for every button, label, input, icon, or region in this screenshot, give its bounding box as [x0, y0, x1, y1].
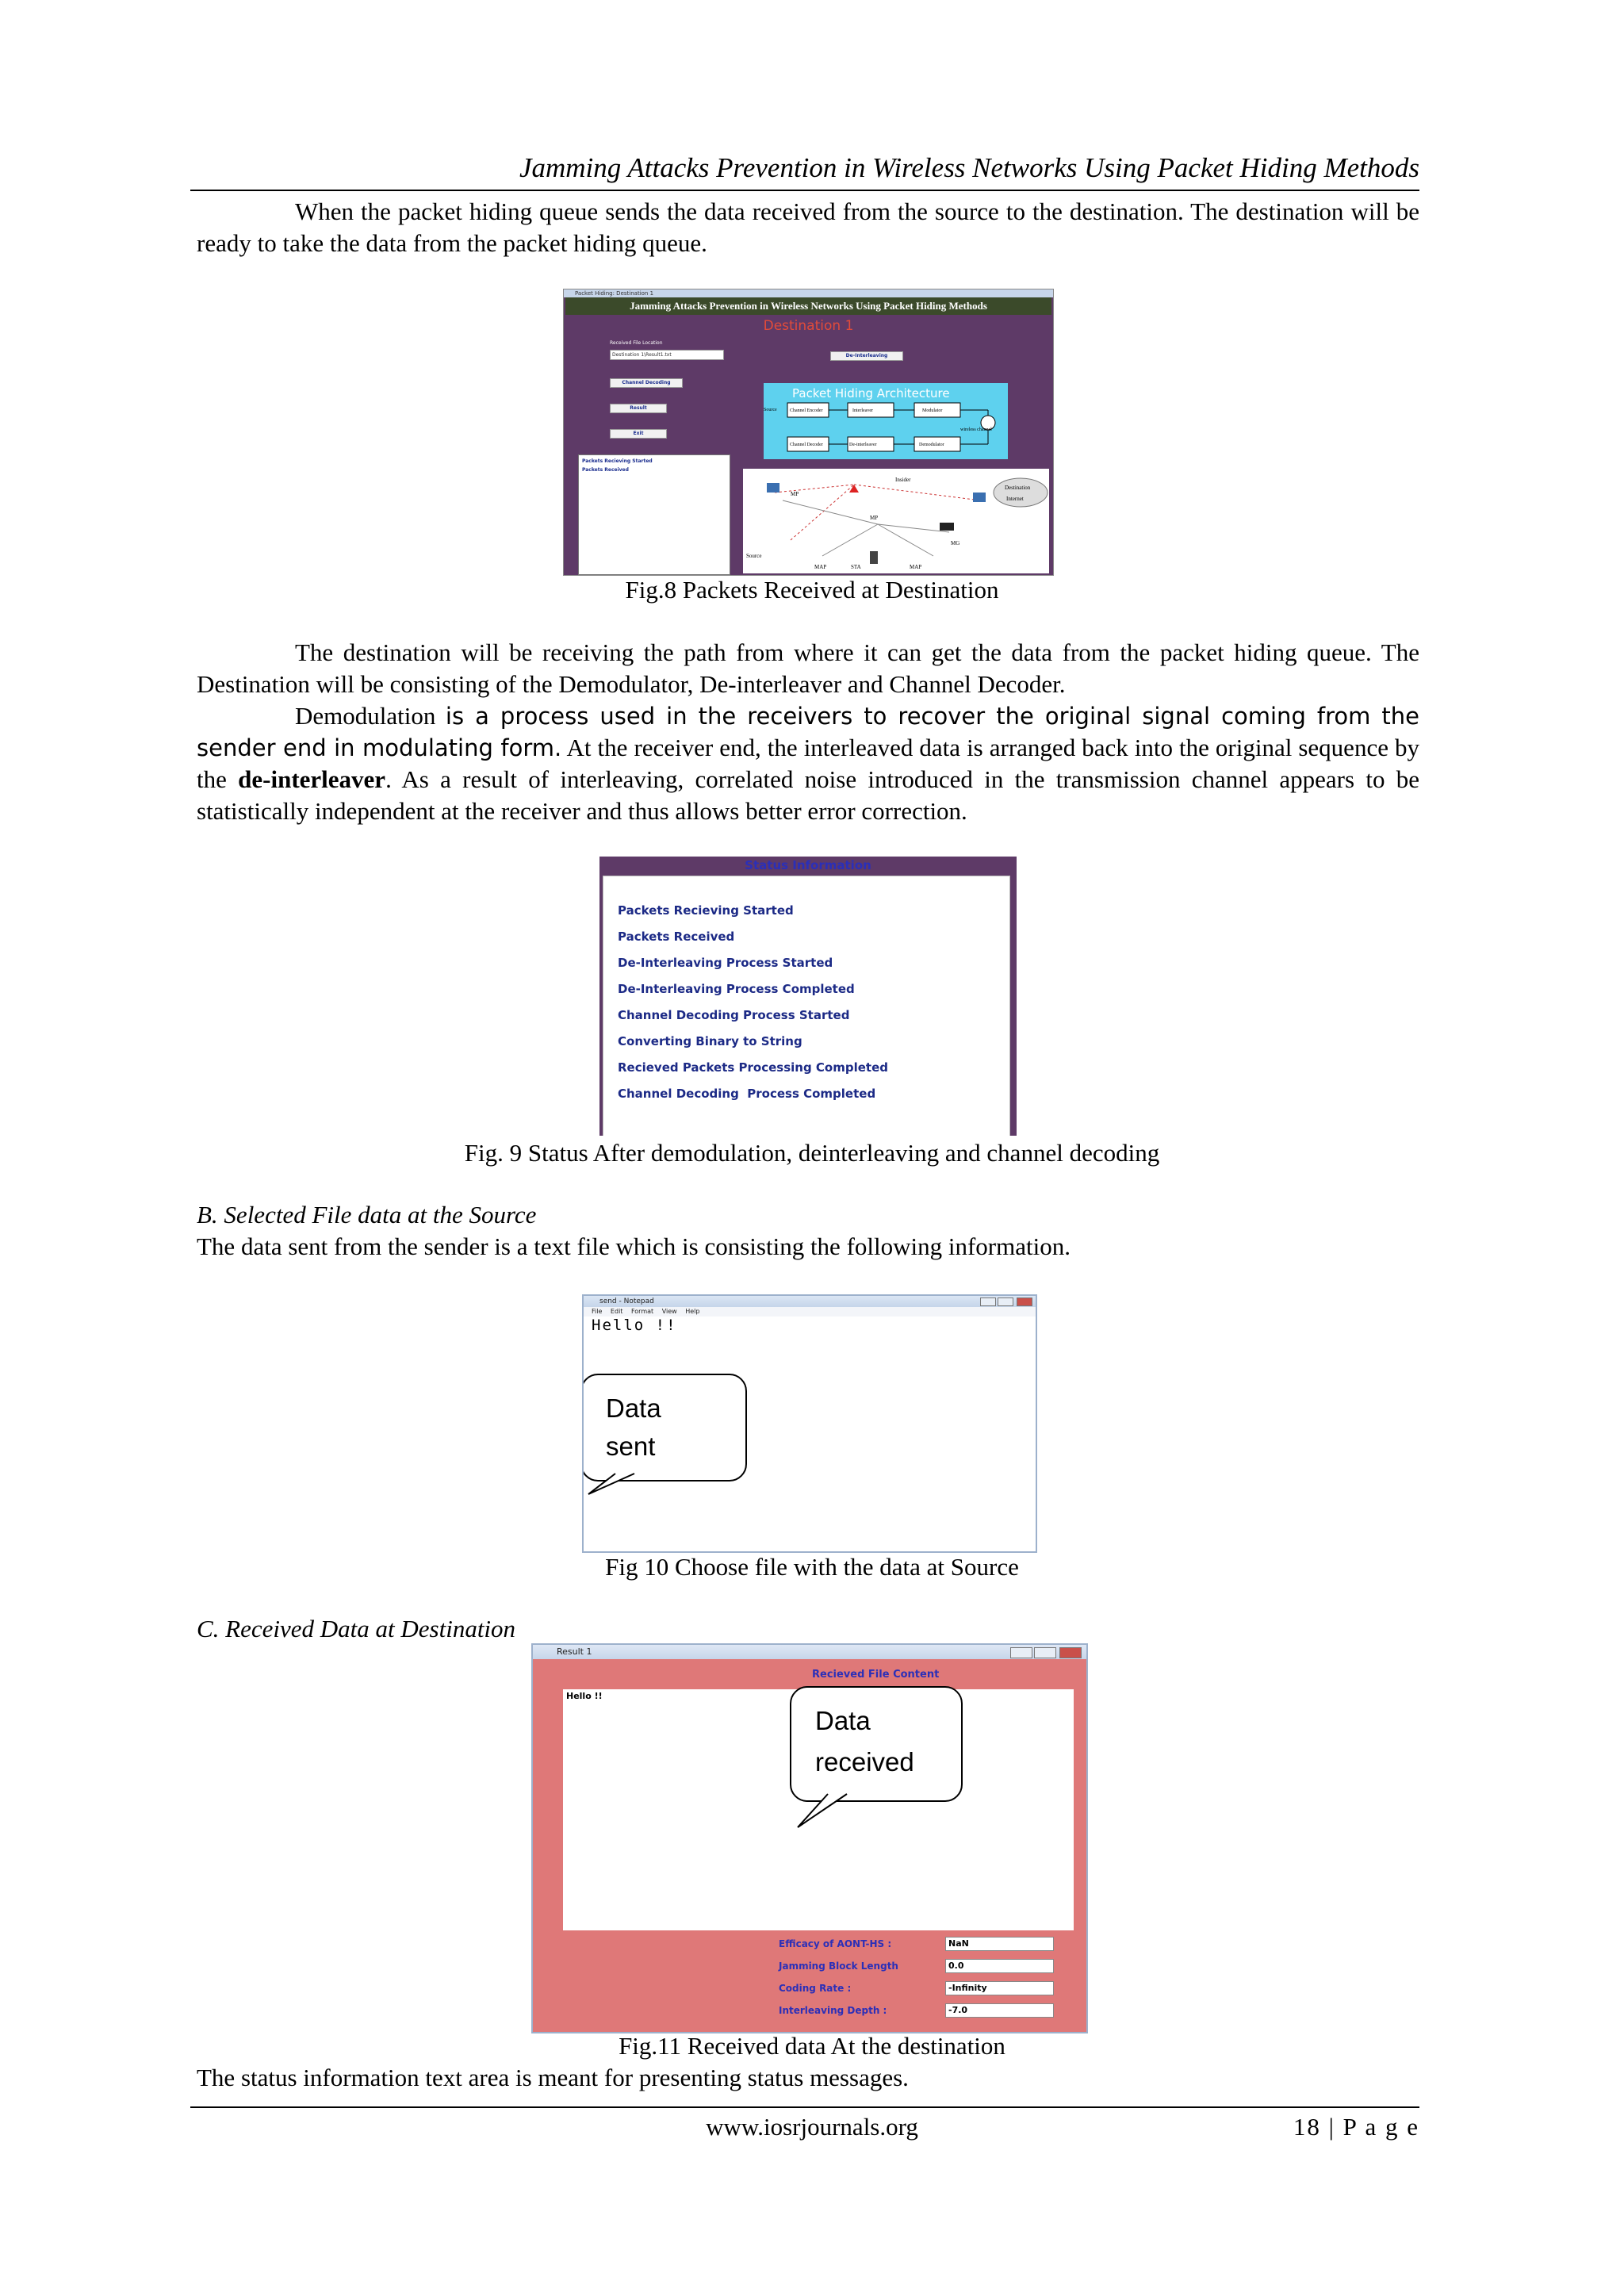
maximize-button[interactable]	[1034, 1647, 1056, 1658]
net-label: Internet	[1006, 496, 1024, 502]
figure-9-caption: Fig. 9 Status After demodulation, deinterleaving and channel decoding	[464, 1139, 1160, 1167]
network-topology	[743, 469, 1049, 573]
callout-text: Data	[815, 1706, 871, 1735]
minimize-button[interactable]	[980, 1297, 996, 1306]
laptop-icon	[973, 493, 986, 502]
close-button[interactable]	[1059, 1647, 1082, 1658]
arch-channel-label: wireless channel	[960, 427, 992, 432]
figure-8-screenshot	[563, 289, 1054, 576]
page-number: 18 | P a g e	[1293, 2113, 1419, 2141]
phone-icon	[870, 551, 878, 564]
status-row: Channel Decoding Process Started	[618, 1008, 850, 1022]
arch-block-label: Channel Decoder	[790, 443, 823, 447]
status-line: Packets Recieving Started	[582, 458, 653, 464]
footer-url[interactable]: www.iosrjournals.org	[706, 2113, 918, 2141]
figure-10-caption: Fig 10 Choose file with the data at Source	[605, 1553, 1019, 1581]
coding-rate-label: Coding Rate :	[779, 1983, 852, 1994]
architecture-blocks	[764, 383, 1008, 459]
running-header: Jamming Attacks Prevention in Wireless Networks Using Packet Hiding Methods	[519, 152, 1419, 183]
status-row: Packets Recieving Started	[618, 903, 794, 918]
net-label: MAP	[910, 564, 922, 570]
net-label: STA	[851, 564, 861, 570]
section-b-heading: B. Selected File data at the Source	[197, 1201, 537, 1228]
jammer-icon	[849, 485, 859, 493]
file-location-label: Received File Location	[610, 340, 663, 346]
status-panel[interactable]	[603, 876, 1010, 1136]
channel-decoding-button[interactable]: Channel Decoding	[610, 378, 683, 388]
jamming-block-length-label: Jamming Block Length	[779, 1961, 898, 1972]
figure-11-caption: Fig.11 Received data At the destination	[619, 2032, 1005, 2060]
status-row: Converting Binary to String	[618, 1034, 802, 1048]
arch-block-label: Interleaver	[852, 408, 873, 413]
notepad-content[interactable]: Hello !!	[592, 1317, 677, 1334]
paragraph-text: . As a result of interleaving, correlated noise introduced in the transmission channel appears to be statistically independent at the receiver and thus allows better error correction.	[197, 765, 1419, 825]
paragraph-text: The destination will be receiving the path from where it can get the data from the packet hiding queue. The Destination will be consisting of the Demodulator, De-interleaver and Channel Decoder.	[197, 638, 1419, 698]
status-row: De-Interleaving Process Completed	[618, 982, 855, 996]
figure-9-screenshot	[599, 857, 1017, 1136]
laptop-icon	[767, 483, 779, 493]
status-header: Status Information	[745, 858, 871, 872]
arch-block-label: Channel Encoder	[790, 408, 823, 413]
status-textarea[interactable]	[578, 454, 730, 575]
net-label: MP	[791, 491, 799, 497]
callout-text: sent	[606, 1432, 656, 1461]
header-rule	[190, 190, 1419, 191]
paragraph-intro	[197, 196, 1419, 259]
net-label: MG	[951, 540, 960, 546]
status-row: De-Interleaving Process Started	[618, 956, 833, 970]
callout-bubble	[582, 1374, 747, 1481]
callout-tail	[791, 1792, 855, 1832]
net-label: Destination	[1005, 485, 1031, 491]
section-b-text: The data sent from the sender is a text file which is consisting the following information.	[197, 1232, 1071, 1260]
figure-8-caption: Fig.8 Packets Received at Destination	[625, 576, 999, 604]
destination-heading: Destination 1	[763, 318, 854, 334]
exit-button[interactable]: Exit	[610, 429, 667, 439]
arch-block-label: Modulator	[922, 408, 943, 413]
arch-block-label: Demodulator	[919, 443, 944, 447]
status-line: Packets Received	[582, 467, 629, 473]
status-row: Channel Decoding Process Completed	[618, 1087, 876, 1101]
status-row: Recieved Packets Processing Completed	[618, 1060, 888, 1075]
term-deinterleaver: de-interleaver	[238, 765, 386, 793]
section-c-heading: C. Received Data at Destination	[197, 1615, 516, 1642]
status-row: Packets Received	[618, 930, 735, 944]
minimize-button[interactable]	[1010, 1647, 1032, 1658]
arch-source-label: Source	[764, 408, 777, 412]
arch-block-label: De-interleaver	[849, 443, 877, 447]
paragraph-text: When the packet hiding queue sends the data received from the source to the destination. The destination will be ready to take the data from the packet hiding queue.	[197, 197, 1419, 257]
file-location-field[interactable]: Destination 1\Result1.txt	[610, 350, 724, 360]
efficacy-field[interactable]: NaN	[945, 1937, 1054, 1951]
net-label: Insider	[895, 477, 911, 483]
efficacy-label: Efficacy of AONT-HS :	[779, 1938, 892, 1949]
result-button[interactable]: Result	[610, 404, 667, 413]
closing-paragraph: The status information text area is meant for presenting status messages.	[197, 2064, 909, 2091]
interleaving-depth-field[interactable]: -7.0	[945, 2003, 1054, 2018]
callout-tail	[584, 1472, 647, 1504]
received-file-header: Recieved File Content	[812, 1669, 940, 1681]
net-label: MP	[870, 515, 879, 521]
architecture-title: Packet Hiding Architecture	[792, 386, 950, 401]
paragraph-destination	[197, 637, 1419, 827]
window-titlebar: send - Notepad	[584, 1296, 1036, 1307]
net-label: MAP	[814, 564, 827, 570]
maximize-button[interactable]	[998, 1297, 1013, 1306]
internet-cloud	[994, 478, 1048, 507]
window-titlebar: Packet Hiding: Destination 1	[564, 289, 1054, 297]
figure-10-notepad	[582, 1294, 1037, 1553]
footer-rule	[190, 2106, 1419, 2108]
router-icon	[940, 523, 954, 531]
paragraph-demodulation	[197, 700, 1419, 827]
term-demodulation: Demodulation	[295, 702, 446, 730]
window-titlebar: Result 1	[533, 1645, 1086, 1659]
interleaving-depth-label: Interleaving Depth :	[779, 2005, 887, 2016]
net-label: Source	[746, 553, 762, 559]
coding-rate-field[interactable]: -Infinity	[945, 1981, 1054, 1995]
app-banner: Jamming Attacks Prevention in Wireless Networks Using Packet Hiding Methods	[565, 297, 1051, 315]
menu-bar[interactable]: File Edit Format View Help	[584, 1307, 1036, 1317]
callout-text: received	[815, 1747, 914, 1777]
network-diagram	[743, 469, 1049, 573]
figure-11-result-window	[531, 1643, 1088, 2033]
close-button[interactable]	[1017, 1297, 1032, 1306]
callout-text: Data	[606, 1393, 661, 1423]
received-content: Hello !!	[566, 1691, 603, 1701]
deinterleaving-button[interactable]: De-Interleaving	[830, 351, 903, 361]
jamming-block-length-field[interactable]: 0.0	[945, 1959, 1054, 1973]
paragraph-text: At the receiver end, the interleaved data is arranged back into the original sequence by the	[197, 734, 1419, 793]
callout-bubble	[790, 1686, 963, 1802]
architecture-diagram	[764, 383, 1008, 459]
demodulation-definition: is a process used in the receivers to recover the original signal coming from the sender end in modulating form.	[197, 703, 1419, 761]
